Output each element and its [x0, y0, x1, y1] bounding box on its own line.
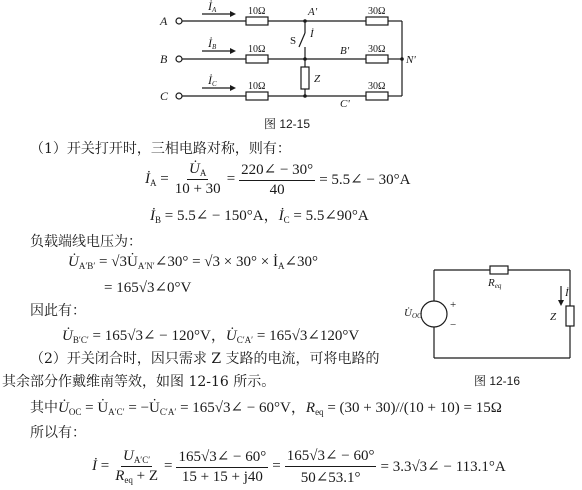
label-s: S: [290, 35, 297, 47]
resistor-30-b: [366, 55, 388, 63]
label-z: Z: [314, 73, 321, 85]
impedance-z: [301, 67, 309, 89]
label-minus: −: [450, 319, 457, 331]
figure-12-16: [404, 258, 580, 368]
label-i: İ: [310, 28, 314, 40]
paragraph-1: （1）开关打开时，三相电路对称，则有：: [30, 141, 291, 157]
resistor-30-c: [366, 92, 388, 100]
label-a-prime: A': [308, 6, 318, 18]
resistor-10-c: [246, 92, 268, 100]
equation-uab: $U̇_{A'B'}$ = $√3U̇_{A'N'}\angle 30^\circ = √3 \times 30^\circ$ × $İ_A\angle 30^\circ$: [68, 254, 319, 271]
label-a: A: [160, 14, 168, 28]
label-z-load: Z: [550, 311, 557, 323]
terminal-a: [176, 18, 182, 24]
label-r6: 30Ω: [368, 81, 386, 92]
equation-ia: $İ_A$ = $\frac{U̇_A}{10 + 30}$ = $\frac{220\angle - 30^\circ}{40}$ = 5.5∠ − 30°A: [145, 161, 411, 198]
label-ia: İA: [208, 0, 217, 14]
equation-i: İ = $\frac{U_{A'C'}}{R_{eq} + Z}$ = $\frac{165√3\angle - 60^\circ}{15 + 15 + j40}$ = $\frac{165√3\angle - 60^\circ}{50\angle 53.1^\circ}$ = 3.3√3∠ − 113.1°A: [92, 448, 506, 486]
equation-ib-ic: $İ_B$ = 5.5∠ − 150°A，$İ_C$ = 5.5∠90°A: [150, 208, 369, 225]
terminal-b: [176, 56, 182, 62]
paragraph-3: 因此有：: [30, 303, 86, 319]
label-c-prime: C': [340, 98, 350, 110]
label-plus: +: [450, 299, 457, 311]
resistor-10-b: [246, 55, 268, 63]
label-r5: 30Ω: [368, 44, 386, 55]
label-uoc: U̇OC: [404, 307, 422, 320]
label-b: B: [160, 52, 168, 66]
label-r1: 10Ω: [248, 6, 266, 17]
switch-s: [299, 33, 305, 47]
terminal-c: [176, 93, 182, 99]
label-req: Req: [488, 277, 502, 290]
paragraph-5: 其余部分作戴维南等效，如图 12-16 所示。: [2, 374, 276, 390]
figure-12-15: [150, 0, 420, 128]
label-ib: İB: [208, 36, 217, 51]
impedance-z-load: [566, 306, 574, 326]
figure-12-15-caption: 图 12-15: [264, 117, 311, 131]
resistor-10-a: [246, 17, 268, 25]
label-ic: İC: [208, 73, 217, 88]
figure-12-16-caption: 图 12-16: [474, 374, 521, 388]
label-r3: 10Ω: [248, 81, 266, 92]
label-n-prime: N': [406, 54, 416, 66]
voltage-source: [421, 301, 447, 327]
paragraph-6: 所以有：: [30, 425, 86, 441]
label-r4: 30Ω: [368, 6, 386, 17]
equation-ubc-uca: $U̇_{B'C'}$ = 165√3∠ − 120°V，$U̇_{C'A'}$ = 165√3∠120°V: [62, 328, 360, 345]
paragraph-4: （2）开关闭合时，因只需求 Z 支路的电流，可将电路的: [30, 351, 380, 367]
resistor-req: [490, 266, 508, 274]
paragraph-2: 负载端线电压为：: [30, 234, 142, 250]
equation-uoc-req: 其中$U̇_{OC}$ = $U̇_{A'C'}$ = $-U̇_{C'A'}$ = 165√3∠ − 60°V，$R_{eq} = (30 + 30)//(10 + 10) = 15\Omega$: [30, 400, 502, 417]
label-c: C: [160, 89, 169, 103]
label-r2: 10Ω: [248, 44, 266, 55]
label-i-load: İ: [565, 287, 569, 299]
equation-uab-result: = 165√3∠0°V: [104, 280, 192, 296]
label-b-prime: B': [340, 45, 350, 57]
resistor-30-a: [366, 17, 388, 25]
